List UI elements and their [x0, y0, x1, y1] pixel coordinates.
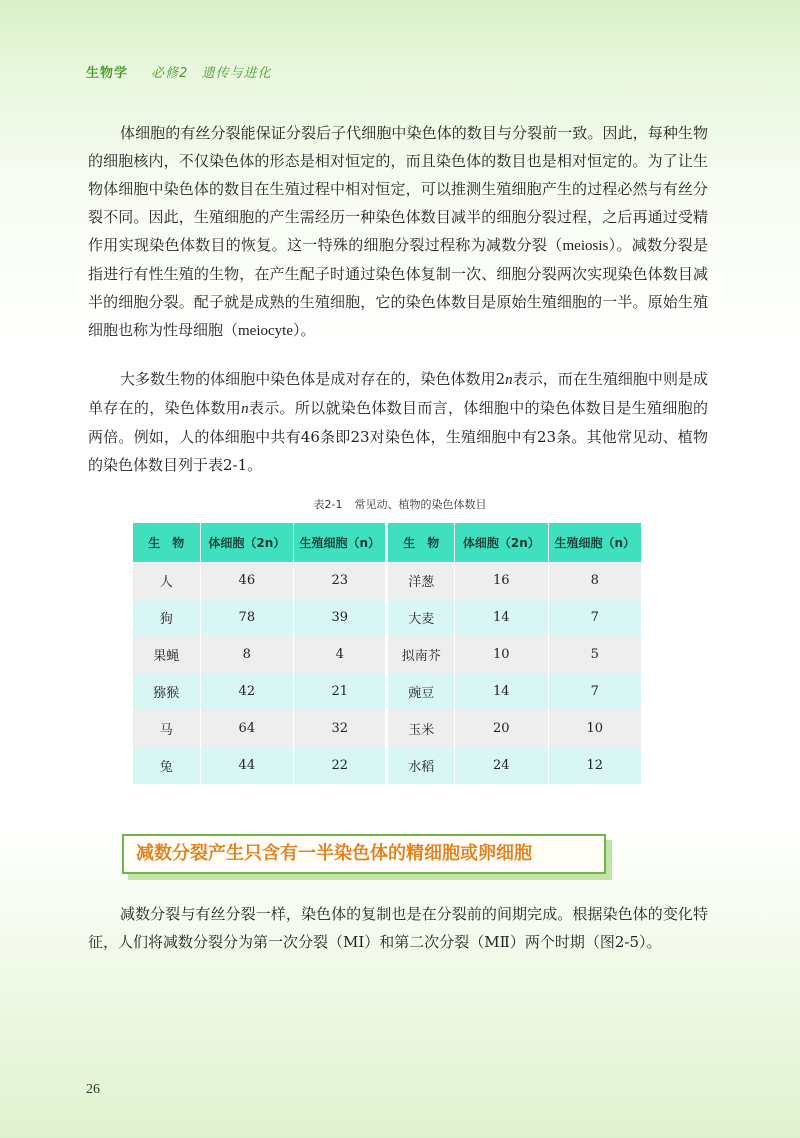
animal-n: 21	[294, 673, 387, 710]
p3-text-a: 减数分裂与有丝分裂一样，染色体的复制也是在分裂前的间期完成。根据染色体的变化特征，人们将减数分裂分为第一次分裂（MⅠ）和第二次分裂（MⅡ）两个时期（图2-5）。	[88, 905, 708, 951]
table-header-row	[133, 523, 642, 562]
plant-n: 10	[548, 710, 641, 747]
header-plant-somatic: 体细胞（2n）	[455, 523, 548, 562]
animal-name: 兔	[133, 747, 201, 784]
p2-n-symbol-1: n	[505, 372, 513, 388]
table-caption	[0, 496, 800, 512]
header-subject: 生物学	[86, 66, 129, 81]
table-row	[133, 673, 642, 710]
p1-text-c: ）。	[293, 321, 316, 339]
paragraph-meiosis-intro	[88, 119, 708, 345]
animal-n: 23	[294, 562, 387, 599]
plant-n: 8	[548, 562, 641, 599]
p1-text-a: 体细胞的有丝分裂能保证分裂后子代细胞中染色体的数目与分裂前一致。因此，每种生物的细胞核内，不仅染色体的形态是相对恒定的，而且染色体的数目也是相对恒定的。为了让生物体细胞中染色体的数目在生殖过程中相对恒定，可以推测生殖细胞产生的过程必然与有丝分裂不同。因此，生殖细胞的产生需经历一种染色体数目减半的细胞分裂过程，之后再通过受精作用实现染色体数目的恢复。这一特殊的细胞分裂过程称为减数分裂（	[88, 124, 708, 254]
section-heading: 减数分裂产生只含有一半染色体的精细胞或卵细胞	[122, 834, 606, 874]
table-row	[133, 599, 642, 636]
p2-text-a: 大多数生物的体细胞中染色体是成对存在的，染色体数用2	[120, 370, 506, 388]
paragraph-chromosome-number	[88, 365, 708, 479]
p1-text-b: ）。减数分裂是指进行有性生殖的生物，在产生配子时通过染色体复制一次、细胞分裂两次实现染色体数目减半的细胞分裂。配子就是成熟的生殖细胞，它的染色体数目是原始生殖细胞的一半。原始生殖细胞也称为性母细胞（	[88, 236, 708, 339]
term-meiosis: meiosis	[562, 238, 609, 254]
animal-n: 39	[294, 599, 387, 636]
animal-2n: 44	[200, 747, 293, 784]
plant-2n: 10	[455, 636, 548, 673]
plant-n: 5	[548, 636, 641, 673]
plant-name: 大麦	[387, 599, 455, 636]
running-header	[86, 62, 272, 81]
table-row	[133, 747, 642, 784]
animal-2n: 64	[200, 710, 293, 747]
plant-2n: 16	[455, 562, 548, 599]
animal-name: 马	[133, 710, 201, 747]
plant-name: 豌豆	[387, 673, 455, 710]
header-animal-organism: 生 物	[133, 523, 201, 562]
animal-2n: 78	[200, 599, 293, 636]
plant-name: 洋葱	[387, 562, 455, 599]
animal-name: 猕猴	[133, 673, 201, 710]
plant-2n: 24	[455, 747, 548, 784]
header-plant-germ: 生殖细胞（n）	[548, 523, 641, 562]
animal-name: 狗	[133, 599, 201, 636]
plant-2n: 14	[455, 673, 548, 710]
animal-n: 32	[294, 710, 387, 747]
chromosome-number-table	[132, 523, 642, 784]
header-animal-somatic: 体细胞（2n）	[200, 523, 293, 562]
p2-text-b: 表示，而在生殖细胞中则是成单存在的，染色体数用	[88, 370, 708, 417]
animal-name: 果蝇	[133, 636, 201, 673]
p2-text-c: 表示。所以就染色体数目而言，体细胞中的染色体数目是生殖细胞的两倍。例如，人的体细胞中共有46条即23对染色体，生殖细胞中有23条。其他常见动、植物的染色体数目列于表2-1。	[88, 399, 708, 474]
animal-2n: 46	[200, 562, 293, 599]
plant-name: 水稻	[387, 747, 455, 784]
table-row	[133, 562, 642, 599]
animal-n: 22	[294, 747, 387, 784]
plant-n: 7	[548, 599, 641, 636]
animal-2n: 8	[200, 636, 293, 673]
table-row	[133, 710, 642, 747]
plant-n: 12	[548, 747, 641, 784]
plant-2n: 20	[455, 710, 548, 747]
header-animal-germ: 生殖细胞（n）	[294, 523, 387, 562]
plant-n: 7	[548, 673, 641, 710]
table-caption-title: 常见动、植物的染色体数目	[354, 498, 487, 511]
paragraph-meiosis-phases	[88, 900, 708, 956]
term-meiocyte: meiocyte	[238, 323, 293, 339]
plant-name: 玉米	[387, 710, 455, 747]
animal-n: 4	[294, 636, 387, 673]
plant-2n: 14	[455, 599, 548, 636]
header-plant-organism: 生 物	[387, 523, 455, 562]
page-number: 26	[86, 1082, 100, 1097]
animal-name: 人	[133, 562, 201, 599]
table-caption-number: 表2-1	[313, 498, 343, 511]
table-row	[133, 636, 642, 673]
header-volume: 必修2	[151, 66, 189, 81]
p2-n-symbol-2: n	[241, 401, 249, 417]
header-title: 遗传与进化	[201, 66, 272, 81]
plant-name: 拟南芥	[387, 636, 455, 673]
animal-2n: 42	[200, 673, 293, 710]
